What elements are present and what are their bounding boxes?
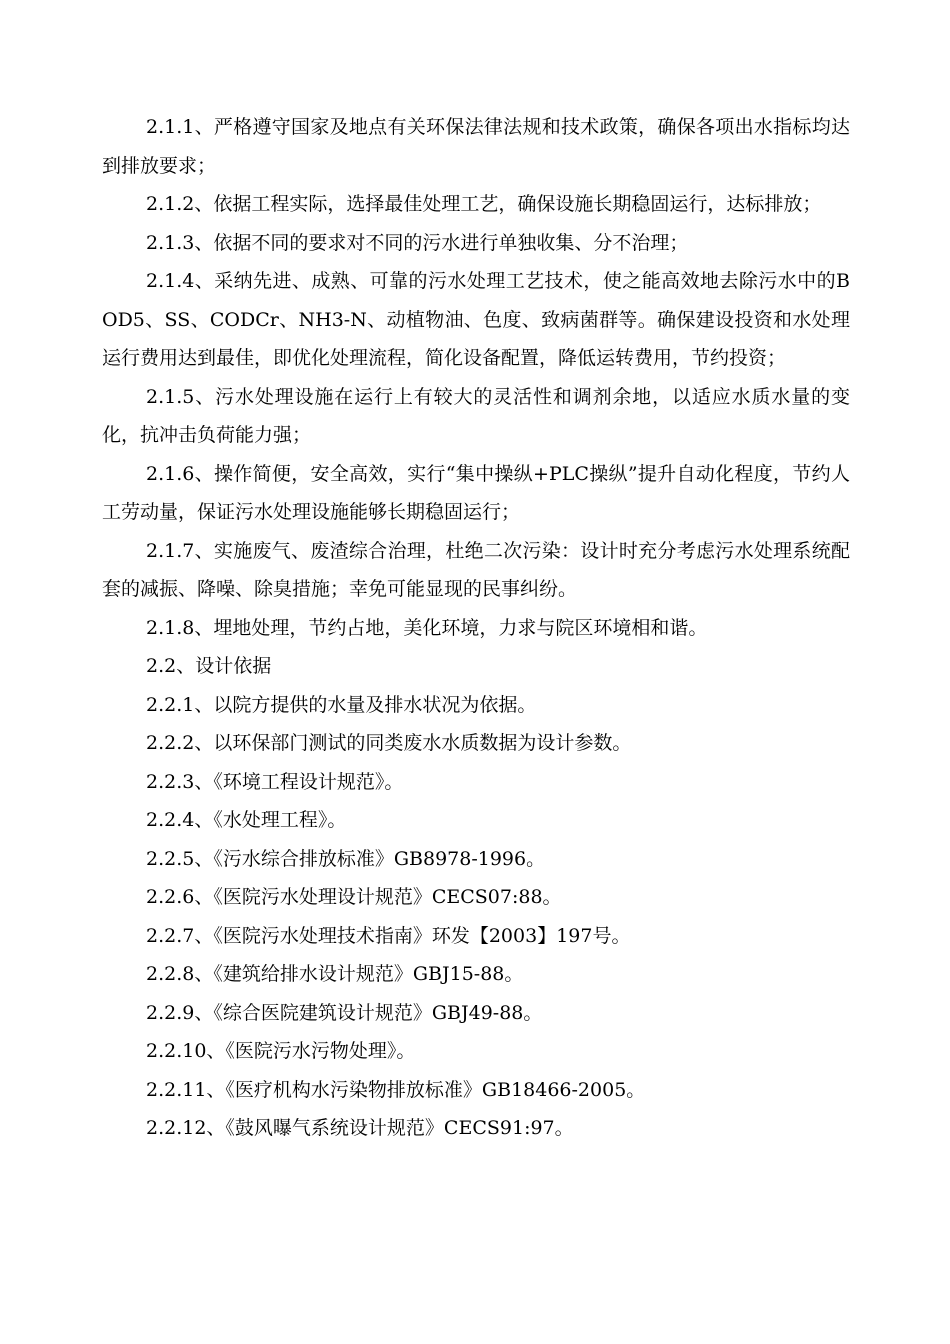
paragraph-2-2-7: 2.2.7、《医院污水处理技术指南》环发【2003】197号。	[146, 924, 631, 947]
paragraph-2-2-5: 2.2.5、《污水综合排放标准》GB8978-1996。	[146, 847, 546, 870]
paragraph-2-1-4: 2.1.4、采纳先进、成熟、可靠的污水处理工艺技术，使之能高效地去除污水中的BOD5、SS、CODCr、NH3-N、动植物油、色度、致病菌群等。确保建设投资和水处理运行费用达到最佳，即优化处理流程，简化设备配置，降低运转费用，节约投资；	[102, 270, 850, 369]
paragraph-2-1-6: 2.1.6、操作简便，安全高效，实行“集中操纵+PLC操纵”提升自动化程度，节约人工劳动量，保证污水处理设施能够长期稳固运行；	[102, 462, 850, 523]
paragraph-2-2-6: 2.2.6、《医院污水处理设计规范》CECS07:88。	[146, 886, 562, 908]
paragraph-2-2-4: 2.2.4、《水处理工程》。	[146, 809, 347, 831]
paragraph-2-1-7: 2.1.7、实施废气、废渣综合治理，杜绝二次污染：设计时充分考虑污水处理系统配套的减振、降噪、除臭措施；幸免可能显现的民事纠纷。	[102, 539, 850, 600]
paragraph-2-1-3: 2.1.3、依据不同的要求对不同的污水进行单独收集、分不治理；	[146, 231, 689, 254]
paragraph-2-2-9: 2.2.9、《综合医院建筑设计规范》GBJ49-88。	[146, 1001, 543, 1024]
paragraph-2-1-8: 2.1.8、埋地处理，节约占地，美化环境，力求与院区环境相和谐。	[146, 616, 708, 639]
paragraph-2-2-10: 2.2.10、《医院污水污物处理》。	[146, 1040, 416, 1062]
paragraph-2-2-8: 2.2.8、《建筑给排水设计规范》GBJ15-88。	[146, 963, 524, 985]
paragraph-2-1-5: 2.1.5、污水处理设施在运行上有较大的灵活性和调剂余地，以适应水质水量的变化，抗冲击负荷能力强；	[102, 385, 850, 446]
paragraph-2-2-1: 2.2.1、以院方提供的水量及排水状况为依据。	[146, 693, 537, 716]
paragraph-2-1-1: 2.1.1、严格遵守国家及地点有关环保法律法规和技术政策，确保各项出水指标均达到排放要求；	[102, 116, 850, 177]
paragraph-2-2-12: 2.2.12、《鼓风曝气系统设计规范》CECS91:97。	[146, 1117, 574, 1139]
paragraph-2-2-2: 2.2.2、以环保部门测试的同类废水水质数据为设计参数。	[146, 732, 632, 754]
paragraph-2-1-2: 2.1.2、依据工程实际，选择最佳处理工艺，确保设施长期稳固运行，达标排放；	[146, 193, 822, 215]
section-heading-2-2: 2.2、设计依据	[146, 655, 272, 677]
paragraph-2-2-11: 2.2.11、《医疗机构水污染物排放标准》GB18466-2005。	[146, 1078, 646, 1101]
document-body	[102, 108, 850, 1148]
paragraph-2-2-3: 2.2.3、《环境工程设计规范》。	[146, 770, 404, 793]
